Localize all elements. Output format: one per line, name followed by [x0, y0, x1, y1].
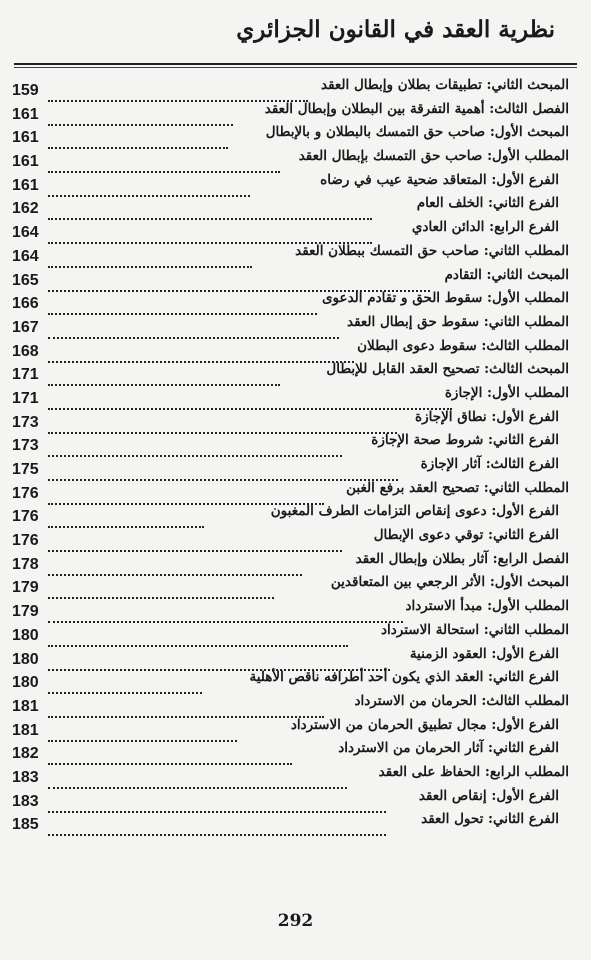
toc-entry-title: المطلب الأول: سقوط الحق و تقادم الدعوى — [321, 290, 569, 307]
header-rule-thin — [14, 67, 577, 68]
toc-page-number: 183 — [12, 768, 39, 786]
toc-entry — [12, 100, 569, 124]
toc-page-number: 185 — [12, 816, 39, 834]
page-number: 292 — [277, 911, 314, 931]
toc-page-number: 182 — [12, 745, 39, 763]
toc-page-number: 171 — [12, 366, 39, 384]
toc-entry — [12, 194, 569, 218]
toc-page-number: 159 — [12, 82, 39, 99]
toc-entry — [12, 76, 569, 100]
toc-page-number: 171 — [12, 389, 39, 407]
toc-page-number: 166 — [12, 295, 39, 313]
toc-page-number: 175 — [12, 461, 39, 478]
toc-page-number: 161 — [12, 176, 39, 194]
toc-page-number: 179 — [12, 579, 39, 597]
toc-entry — [12, 787, 569, 811]
toc-entry — [12, 597, 569, 621]
toc-entry-title: المطلب الثالث: الحرمان من الاسترداد — [354, 692, 569, 709]
toc-entry-title: المبحث الثاني: تطبيقات بطلان وإبطال العقد — [320, 77, 569, 93]
toc-page-number: 161 — [12, 105, 39, 123]
toc-entry-title: الفرع الأول: دعوى إنقاص التزامات الطرف المغبون — [270, 503, 559, 520]
toc-entry — [12, 313, 569, 337]
toc-entry — [12, 289, 569, 313]
toc-entry-title: الفرع الثاني: تحول العقد — [421, 811, 559, 828]
dot-leader — [48, 831, 386, 836]
toc-page-number: 176 — [12, 532, 39, 550]
header-rule — [14, 63, 577, 65]
toc-entry-title: المطلب الأول: صاحب حق التمسك بإبطال العقد — [298, 148, 569, 165]
toc-entry-title: الفرع الأول: المتعاقد ضحية عيب في رضاه — [320, 171, 559, 188]
toc-page-number: 168 — [12, 342, 39, 360]
toc-page-number: 173 — [12, 437, 39, 455]
toc-entry — [12, 739, 569, 763]
toc-entry — [12, 479, 569, 503]
toc-entry-title: المطلب الرابع: الحفاظ على العقد — [378, 763, 569, 780]
toc-page-number: 180 — [12, 650, 39, 668]
toc-entry-title: المبحث الثالث: تصحيح العقد القابل للإبطال — [326, 361, 569, 378]
toc-page-number: 178 — [12, 555, 39, 573]
toc-entry — [12, 384, 569, 408]
toc-page-number: 176 — [12, 508, 39, 526]
toc-entry — [12, 810, 569, 834]
toc-entry — [12, 550, 569, 574]
toc-entry — [12, 502, 569, 526]
toc-page-number: 181 — [12, 721, 39, 739]
toc-page-number: 164 — [12, 224, 39, 242]
toc-entry — [12, 147, 569, 171]
toc-page-number: 164 — [12, 247, 39, 265]
toc-entry-title: الفرع الرابع: الدائن العادي — [411, 219, 559, 236]
toc-entry-title: المبحث الثاني: التقادم — [444, 266, 569, 283]
toc-entry-title: الفرع الثاني: العقد الذي يكون أحد أطرافه ناقص الأهلية — [249, 669, 559, 686]
toc-entry-title: المطلب الثاني: استحالة الاسترداد — [381, 621, 569, 638]
toc-entry-title: المطلب الثاني: تصحيح العقد برفع الغبن — [346, 479, 569, 496]
toc-entry-title: الفصل الرابع: آثار بطلان وإبطال العقد — [355, 550, 569, 567]
toc-entry-title: المطلب الثاني: سقوط حق إبطال العقد — [346, 313, 569, 330]
toc-entry-title: المبحث الأول: صاحب حق التمسك بالبطلان و بالإبطال — [265, 124, 569, 141]
toc-entry-title: الفرع الثاني: الخلف العام — [416, 195, 559, 212]
toc-entry — [12, 455, 569, 479]
toc-entry-title: المطلب الثالث: سقوط دعوى البطلان — [357, 337, 569, 354]
toc-entry — [12, 645, 569, 669]
toc-entry — [12, 408, 569, 432]
toc-entry — [12, 526, 569, 550]
toc-page-number: 161 — [12, 153, 39, 171]
toc-entry-title: الفرع الثاني: شروط صحة الإجازة — [371, 432, 559, 449]
toc-entry-title: الفرع الأول: العقود الزمنية — [409, 645, 559, 662]
toc-page-number: 180 — [12, 626, 39, 644]
toc-page-number: 165 — [12, 271, 39, 289]
table-of-contents — [12, 76, 569, 834]
toc-entry-title: الفرع الأول: مجال تطبيق الحرمان من الاسترداد — [290, 716, 559, 733]
toc-entry — [12, 218, 569, 242]
toc-entry-title: المطلب الثاني: صاحب حق التمسك ببطلان العقد — [295, 242, 569, 259]
toc-entry-title: الفرع الثالث: آثار الإجازة — [420, 456, 559, 472]
toc-page-number: 173 — [12, 413, 39, 431]
toc-entry — [12, 171, 569, 195]
toc-entry — [12, 668, 569, 692]
toc-entry-title: الفرع الأول: إنقاص العقد — [418, 787, 559, 804]
toc-entry — [12, 266, 569, 290]
toc-entry — [12, 692, 569, 716]
toc-entry-title: الفرع الثاني: آثار الحرمان من الاسترداد — [338, 740, 559, 757]
toc-entry — [12, 763, 569, 787]
toc-entry-title: المطلب الأول: مبدأ الاسترداد — [405, 598, 569, 615]
toc-page-number: 180 — [12, 674, 39, 692]
toc-entry — [12, 431, 569, 455]
toc-entry-title: المبحث الأول: الأثر الرجعي بين المتعاقدين — [330, 574, 569, 591]
toc-entry — [12, 621, 569, 645]
toc-entry — [12, 360, 569, 384]
toc-entry-title: الفصل الثالث: أهمية التفرقة بين البطلان وإبطال العقد — [264, 100, 569, 117]
running-header-title: نظرية العقد في القانون الجزائري — [236, 16, 555, 43]
toc-entry — [12, 573, 569, 597]
toc-entry-title: الفرع الثاني: توقي دعوى الإبطال — [373, 527, 559, 544]
toc-page-number: 179 — [12, 603, 39, 621]
toc-entry — [12, 242, 569, 266]
toc-entry-title: الفرع الأول: نطاق الإجازة — [415, 408, 559, 425]
toc-page-number: 181 — [12, 697, 39, 715]
toc-page-number: 176 — [12, 484, 39, 502]
toc-page-number: 183 — [12, 792, 39, 810]
toc-entry — [12, 123, 569, 147]
toc-entry — [12, 337, 569, 361]
toc-entry — [12, 716, 569, 740]
toc-page-number: 162 — [12, 200, 39, 218]
toc-entry-title: المطلب الأول: الإجازة — [444, 384, 569, 401]
toc-page-number: 167 — [12, 318, 39, 336]
toc-page-number: 161 — [12, 129, 39, 147]
